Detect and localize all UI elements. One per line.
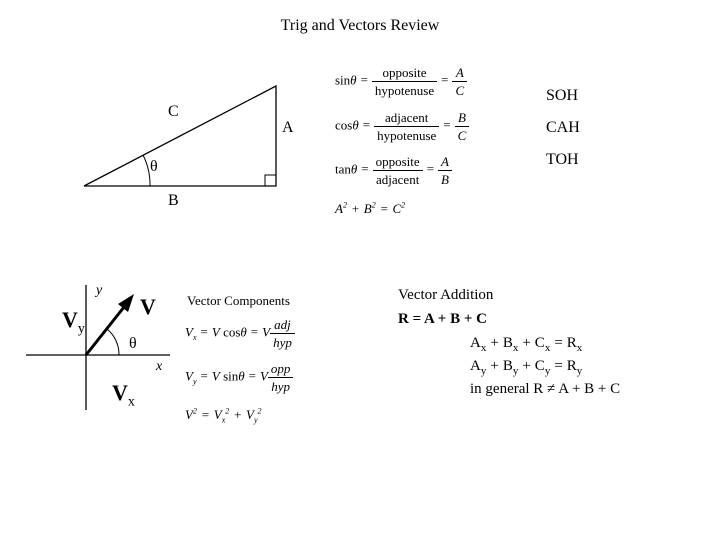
vy-v2: V [259,368,268,384]
addition-heading: Vector Addition [398,287,494,303]
mnemonic-soh: SOH [546,87,579,104]
vy-main: V [62,307,78,332]
vx-lhs: V [185,324,193,340]
tan-den: adjacent [376,172,420,187]
mag-vy: V [246,407,254,422]
tan-fn: tan [335,161,351,177]
hypotenuse-label: C [168,103,179,120]
sin-den: hypotenuse [374,83,435,98]
y-row-b-sub: y [512,365,519,377]
vy-eq2: = [248,368,256,384]
pyth-b: B [363,201,372,216]
triangle-angle-arc [143,155,150,186]
sin-lnum: A [452,66,467,82]
y-row-eq: = [554,358,563,374]
vy-den: hyp [271,379,291,394]
vy-var: θ [238,368,245,384]
opposite-label: A [282,119,294,136]
vx-main: V [112,380,128,405]
cos-equation [335,111,469,142]
sin-eq2: = [441,72,449,88]
addition-general: in general R ≠ A + B + C [470,381,621,397]
tan-letter-fraction [438,155,452,186]
pyth-eq: = [379,201,389,216]
sin-letter-fraction [452,66,467,97]
sin-lden: C [455,83,465,98]
sin-equation [335,66,467,97]
vy-lhs-sub: y [192,377,197,387]
sin-fn: sin [335,72,351,88]
pyth-c-exp: 2 [401,200,406,210]
adjacent-label: B [168,192,179,209]
y-row-r-sub: y [576,365,583,377]
triangle-theta-label: θ [150,158,158,175]
vy-eq: = [200,368,208,384]
vx-eq: = [200,324,208,340]
vy-label [62,307,85,337]
cos-letter-fraction [455,111,470,142]
vy-lhs: V [185,368,193,384]
mag-vx-sub: x [221,415,226,425]
tan-eq: = [361,161,369,177]
addition-x-row [470,335,583,354]
y-row-a-sub: y [480,365,487,377]
right-angle-marker [265,175,276,186]
magnitude-equation [185,406,262,425]
components-heading: Vector Components [187,293,290,308]
vy-sub: y [77,321,85,337]
y-axis-label: y [96,283,103,298]
vy-v: V [211,368,220,384]
sin-eq: = [360,72,368,88]
pyth-a: A [335,201,343,216]
x-axis-label: x [156,359,163,374]
mag-v-exp: 2 [192,406,197,416]
cos-word-fraction [374,111,439,142]
x-row-a-sub: x [480,342,487,354]
vx-label [112,380,135,410]
vx-den: hyp [273,335,292,350]
vector-angle-arc [107,329,119,355]
vy-num: opp [268,362,294,378]
y-row-plus-2: + [522,358,531,374]
vx-var: θ [240,324,247,340]
cos-eq: = [362,117,371,133]
vy-equation [185,362,293,393]
vector-v-label: V [140,294,156,319]
mag-v: V [185,407,193,422]
mnemonic-toh: TOH [546,151,579,168]
vector-v-line [86,302,128,355]
vx-fraction [270,318,295,349]
cos-lden: C [457,128,467,143]
tan-word-fraction [373,155,423,186]
cos-var: θ [352,117,359,133]
x-row-c: C [534,335,545,351]
pyth-b-exp: 2 [371,200,376,210]
y-row-b: B [502,358,513,374]
tan-num: opposite [373,155,423,171]
mag-vx: V [213,407,222,422]
cos-eq2: = [443,117,451,133]
mnemonic-cah: CAH [546,119,580,136]
y-row-r: R [566,358,577,374]
tan-lden: B [441,172,449,187]
cos-fn: cos [335,117,353,133]
cos-lnum: B [455,111,470,127]
page-title: Trig and Vectors Review [280,17,440,34]
vx-equation [185,318,295,349]
mag-plus: + [233,407,243,422]
addition-y-row [470,358,583,377]
vx-num: adj [270,318,295,334]
x-row-plus-1: + [490,335,499,351]
mag-vx-exp: 2 [225,406,230,416]
x-row-r-sub: x [576,342,583,354]
vector-theta-label: θ [129,335,137,352]
addition-bold-equation: R = A + B + C [398,311,487,327]
cos-den: hypotenuse [377,128,437,143]
y-row-plus-1: + [490,358,499,374]
y-row-a: A [470,358,481,374]
x-row-eq: = [554,335,563,351]
vx-lhs-sub: x [192,333,197,343]
vx-v: V [211,324,220,340]
sin-var: θ [350,72,357,88]
x-row-r: R [566,335,577,351]
vy-fraction [268,362,294,393]
vx-fn: cos [223,324,241,340]
sin-num: opposite [372,66,437,82]
x-row-c-sub: x [544,342,551,354]
tan-lnum: A [438,155,452,171]
sin-word-fraction [372,66,437,97]
pyth-a-exp: 2 [342,200,347,210]
y-row-c: C [534,358,545,374]
x-row-a: A [470,335,481,351]
x-row-plus-2: + [522,335,531,351]
tan-equation [335,155,452,186]
y-row-c-sub: y [544,365,551,377]
mag-eq: = [200,407,210,422]
right-triangle [84,86,276,186]
pythagorean-equation [335,202,405,215]
tan-var: θ [350,161,358,177]
cos-num: adjacent [374,111,439,127]
pyth-c: C [392,201,402,216]
vx-sub: x [127,394,135,410]
vx-v2: V [262,324,271,340]
x-row-b: B [502,335,513,351]
mag-vy-exp: 2 [257,406,262,416]
vy-fn: sin [223,368,239,384]
pyth-plus: + [350,201,360,216]
x-row-b-sub: x [512,342,519,354]
tan-eq2: = [426,161,435,177]
mag-vy-sub: y [253,415,258,425]
vx-eq2: = [250,324,259,340]
